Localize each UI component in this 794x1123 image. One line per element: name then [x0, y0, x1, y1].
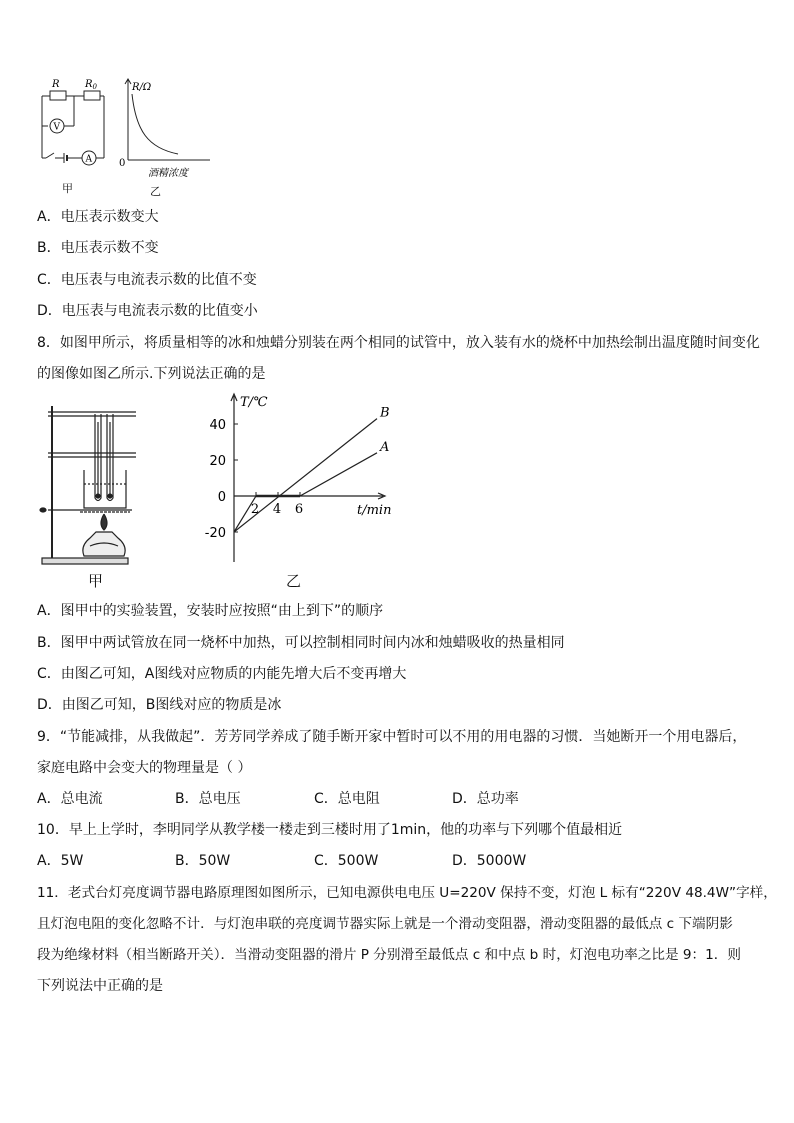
resistor-r [50, 91, 66, 100]
y-tick-label: 20 [209, 454, 226, 469]
series-b-line [234, 419, 377, 532]
q7-resistance-graph [118, 76, 214, 180]
q11-stem-line3: 段为绝缘材料（相当断路开关）．当滑动变阻器的滑片 P 分别滑至最低点 c 和中点 b 时，灯泡电功率之比是 9：1．则 [37, 947, 741, 963]
x-tick-label: 4 [272, 502, 282, 517]
x-tick-label: 6 [294, 502, 304, 517]
switch-symbol [46, 153, 54, 158]
q8-apparatus-figure [40, 400, 140, 570]
resistance-curve [132, 94, 178, 154]
q8-stem-line1: 8．如图甲所示，将质量相等的冰和烛蜡分别装在两个相同的试管中，放入装有水的烧杯中加热绘制出温度随时间变化 [37, 335, 760, 351]
q7-circuit-diagram [36, 74, 110, 174]
q9-stem-line2: 家庭电路中会变大的物理量是（ ） [37, 760, 252, 776]
graph-x-label: 酒精浓度 [148, 168, 188, 179]
q7-caption-a: 甲 [62, 182, 73, 195]
q8-option-a: A．图甲中的实验装置，安装时应按照“由上到下”的顺序 [37, 603, 384, 619]
resistor-r0 [84, 91, 100, 100]
q10-option-c: C．500W [314, 853, 379, 869]
voltmeter-label: V [53, 122, 60, 133]
beaker [84, 470, 126, 508]
series-a-line [234, 453, 377, 532]
series-a-label: A [380, 439, 390, 455]
q11-stem-line1: 11．老式台灯亮度调节器电路原理图如图所示，已知电源供电电压 U=220V 保持不变，灯泡 L 标有“220V 48.4W”字样， [37, 885, 777, 901]
q7-option-d: D．电压表与电流表示数的比值变小 [37, 303, 258, 319]
q9-option-c: C．总电阻 [314, 791, 380, 807]
q11-stem-line4: 下列说法中正确的是 [37, 978, 163, 994]
q7-caption-b: 乙 [150, 185, 161, 198]
y-axis-label: T/℃ [240, 395, 268, 410]
q11-stem-line2: 且灯泡电阻的变化忽略不计．与灯泡串联的亮度调节器实际上就是一个滑动变阻器，滑动变阻器的最低点 c 下端阴影 [37, 916, 733, 932]
q8-temperature-chart [196, 388, 396, 573]
q7-option-c: C．电压表与电流表示数的比值不变 [37, 272, 257, 288]
q8-caption-a: 甲 [88, 572, 104, 590]
q8-caption-b: 乙 [286, 572, 302, 590]
flame [101, 514, 107, 530]
stand-base [42, 558, 128, 564]
y-tick-label: 40 [209, 418, 226, 433]
q9-option-a: A．总电流 [37, 791, 103, 807]
q8-option-c: C．由图乙可知，A图线对应物质的内能先增大后不变再增大 [37, 666, 407, 682]
q10-option-a: A．5W [37, 853, 84, 869]
graph-origin: 0 [119, 158, 126, 169]
q8-option-b: B．图甲中两试管放在同一烧杯中加热，可以控制相同时间内冰和烛蜡吸收的热量相同 [37, 635, 565, 651]
q9-option-b: B．总电压 [175, 791, 241, 807]
q8-stem-line2: 的图像如图乙所示.下列说法正确的是 [37, 366, 266, 382]
y-tick-label: 0 [217, 490, 226, 505]
q10-option-d: D．5000W [452, 853, 527, 869]
q7-option-b: B．电压表示数不变 [37, 240, 159, 256]
q10-option-b: B．50W [175, 853, 231, 869]
ammeter-label: A [85, 154, 92, 165]
resistor-r-label: R [52, 79, 60, 90]
series-b-label: B [380, 405, 390, 421]
graph-y-label: R/Ω [132, 82, 152, 93]
alcohol-lamp [83, 532, 125, 556]
resistor-r0-label: $R_0$ [85, 79, 97, 91]
x-tick-label: 2 [250, 502, 260, 517]
q10-stem: 10．早上上学时，李明同学从教学楼一楼走到三楼时用了1min，他的功率与下列哪个值最相近 [37, 822, 623, 838]
x-axis-label: t/min [357, 503, 392, 518]
q9-stem-line1: 9．“节能减排，从我做起”．芳芳同学养成了随手断开家中暂时可以不用的用电器的习惯．当她断开一个用电器后， [37, 729, 747, 745]
q9-option-d: D．总功率 [452, 791, 519, 807]
y-tick-label: -20 [204, 526, 226, 541]
q7-option-a: A．电压表示数变大 [37, 209, 159, 225]
q8-option-d: D．由图乙可知，B图线对应的物质是冰 [37, 697, 282, 713]
